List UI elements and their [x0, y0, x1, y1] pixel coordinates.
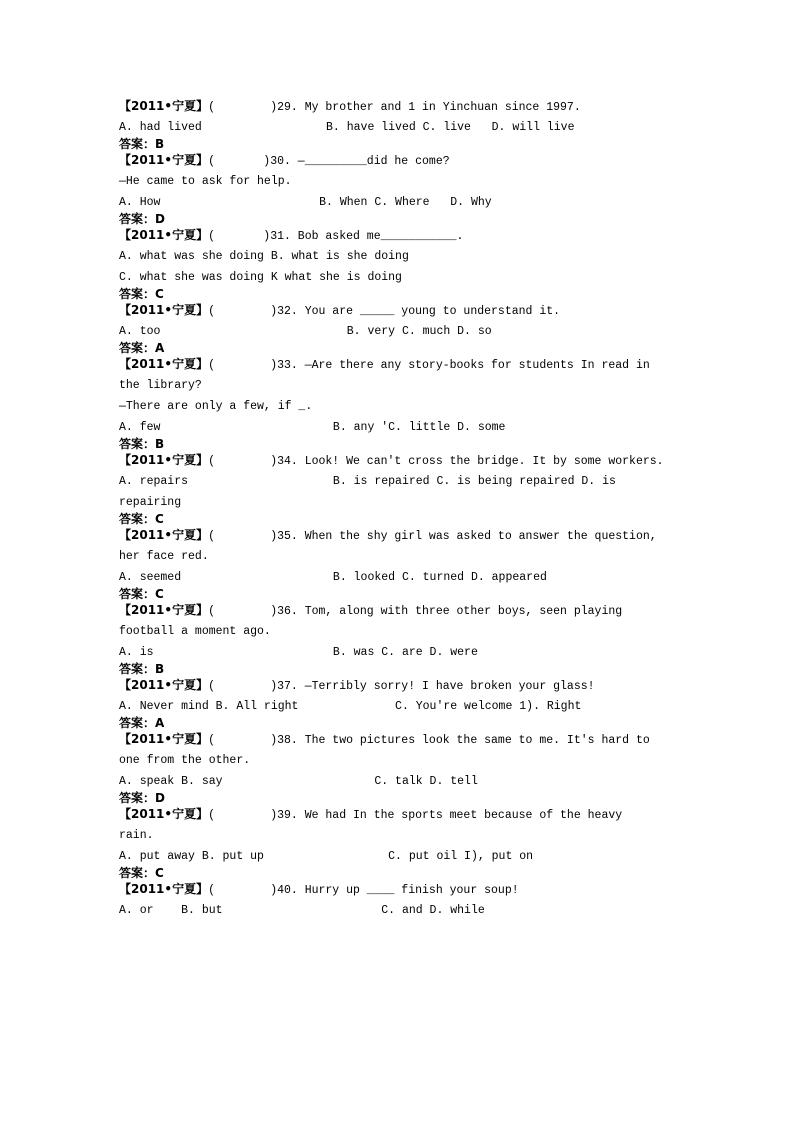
- question-stem: [119, 528, 679, 543]
- answer-key: 答案：A: [119, 341, 165, 355]
- question-text: rain.: [119, 829, 154, 842]
- question-block: [119, 303, 679, 355]
- answer-options: A. repairs B. is repaired C. is being repaired D. is: [119, 475, 616, 488]
- question-stem: [119, 882, 679, 897]
- source-tag: 【2011•宁夏】: [119, 153, 209, 167]
- answer-options: A. had lived B. have lived C. live D. will live: [119, 121, 575, 134]
- source-tag: 【2011•宁夏】: [119, 99, 209, 113]
- question-block: [119, 453, 679, 526]
- question-text: ( )30. —_________did he come?: [208, 155, 450, 168]
- question-stem-continued: [119, 828, 679, 843]
- question-text: ( )29. My brother and 1 in Yinchuan since 1997.: [208, 101, 581, 114]
- source-tag: 【2011•宁夏】: [119, 882, 209, 896]
- question-text: ( )35. When the shy girl was asked to answer the question,: [208, 530, 657, 543]
- answer-options: A. what was she doing B. what is she doing: [119, 250, 409, 263]
- answer-options: A. How B. When C. Where D. Why: [119, 196, 492, 209]
- question-stem-continued: [119, 378, 679, 393]
- answer-options: A. Never mind B. All right C. You're welcome 1). Right: [119, 700, 582, 713]
- answer-key: 答案：C: [119, 587, 164, 601]
- question-stem-continued: [119, 399, 679, 414]
- question-stem: [119, 807, 679, 822]
- answer-key: 答案：D: [119, 791, 165, 805]
- question-block: [119, 603, 679, 676]
- question-text: ( )38. The two pictures look the same to me. It's hard to: [208, 734, 650, 747]
- question-block: [119, 882, 679, 918]
- question-stem-continued: [119, 753, 679, 768]
- answer-key: 答案：B: [119, 662, 165, 676]
- source-tag: 【2011•宁夏】: [119, 732, 209, 746]
- answer-key: 答案：B: [119, 437, 165, 451]
- source-tag: 【2011•宁夏】: [119, 453, 209, 467]
- answer-options: A. few B. any 'C. little D. some: [119, 421, 506, 434]
- question-block: [119, 99, 679, 151]
- answer-options: A. seemed B. looked C. turned D. appeared: [119, 571, 547, 584]
- answer-key: 答案：D: [119, 212, 165, 226]
- question-stem: [119, 732, 679, 747]
- question-text: the library?: [119, 379, 202, 392]
- source-tag: 【2011•宁夏】: [119, 678, 209, 692]
- source-tag: 【2011•宁夏】: [119, 603, 209, 617]
- answer-key: 答案：C: [119, 866, 164, 880]
- question-text: ( )39. We had In the sports meet because of the heavy: [208, 809, 623, 822]
- answer-options: A. or B. but C. and D. while: [119, 904, 485, 917]
- question-block: [119, 807, 679, 880]
- question-text: ( )40. Hurry up ____ finish your soup!: [208, 884, 519, 897]
- source-tag: 【2011•宁夏】: [119, 807, 209, 821]
- question-text: ( )37. —Terribly sorry! I have broken your glass!: [208, 680, 595, 693]
- answer-key: 答案：A: [119, 716, 165, 730]
- question-text: football a moment ago.: [119, 625, 271, 638]
- question-text: her face red.: [119, 550, 209, 563]
- question-stem-continued: [119, 174, 679, 189]
- answer-options: A. too B. very C. much D. so: [119, 325, 492, 338]
- question-block: [119, 678, 679, 730]
- question-block: [119, 357, 679, 451]
- question-stem: [119, 99, 679, 114]
- answer-options: A. speak B. say C. talk D. tell: [119, 775, 478, 788]
- source-tag: 【2011•宁夏】: [119, 528, 209, 542]
- question-stem: [119, 678, 679, 693]
- question-stem-continued: [119, 549, 679, 564]
- question-list: [119, 97, 679, 924]
- answer-key: 答案：C: [119, 512, 164, 526]
- source-tag: 【2011•宁夏】: [119, 228, 209, 242]
- question-stem: [119, 303, 679, 318]
- question-stem: [119, 603, 679, 618]
- question-text: ( )34. Look! We can't cross the bridge. It by some workers.: [208, 455, 664, 468]
- question-text: —He came to ask for help.: [119, 175, 292, 188]
- question-stem: [119, 153, 679, 168]
- question-text: ( )32. You are _____ young to understand it.: [208, 305, 561, 318]
- question-block: [119, 228, 679, 301]
- question-text: —There are only a few, if _.: [119, 400, 313, 413]
- answer-options: C. what she was doing K what she is doing: [119, 271, 402, 284]
- answer-options: repairing: [119, 496, 182, 509]
- answer-options: A. put away B. put up C. put oil I), put on: [119, 850, 534, 863]
- answer-key: 答案：B: [119, 137, 165, 151]
- source-tag: 【2011•宁夏】: [119, 357, 209, 371]
- source-tag: 【2011•宁夏】: [119, 303, 209, 317]
- question-stem: [119, 357, 679, 372]
- question-block: [119, 528, 679, 601]
- answer-key: 答案：C: [119, 287, 164, 301]
- question-text: ( )33. —Are there any story-books for students In read in: [208, 359, 650, 372]
- question-text: ( )31. Bob asked me___________.: [208, 230, 464, 243]
- answer-options: A. is B. was C. are D. were: [119, 646, 478, 659]
- question-block: [119, 732, 679, 805]
- question-stem-continued: [119, 624, 679, 639]
- question-text: ( )36. Tom, along with three other boys, seen playing: [208, 605, 623, 618]
- question-stem: [119, 228, 679, 243]
- question-text: one from the other.: [119, 754, 251, 767]
- question-block: [119, 153, 679, 226]
- question-stem: [119, 453, 679, 468]
